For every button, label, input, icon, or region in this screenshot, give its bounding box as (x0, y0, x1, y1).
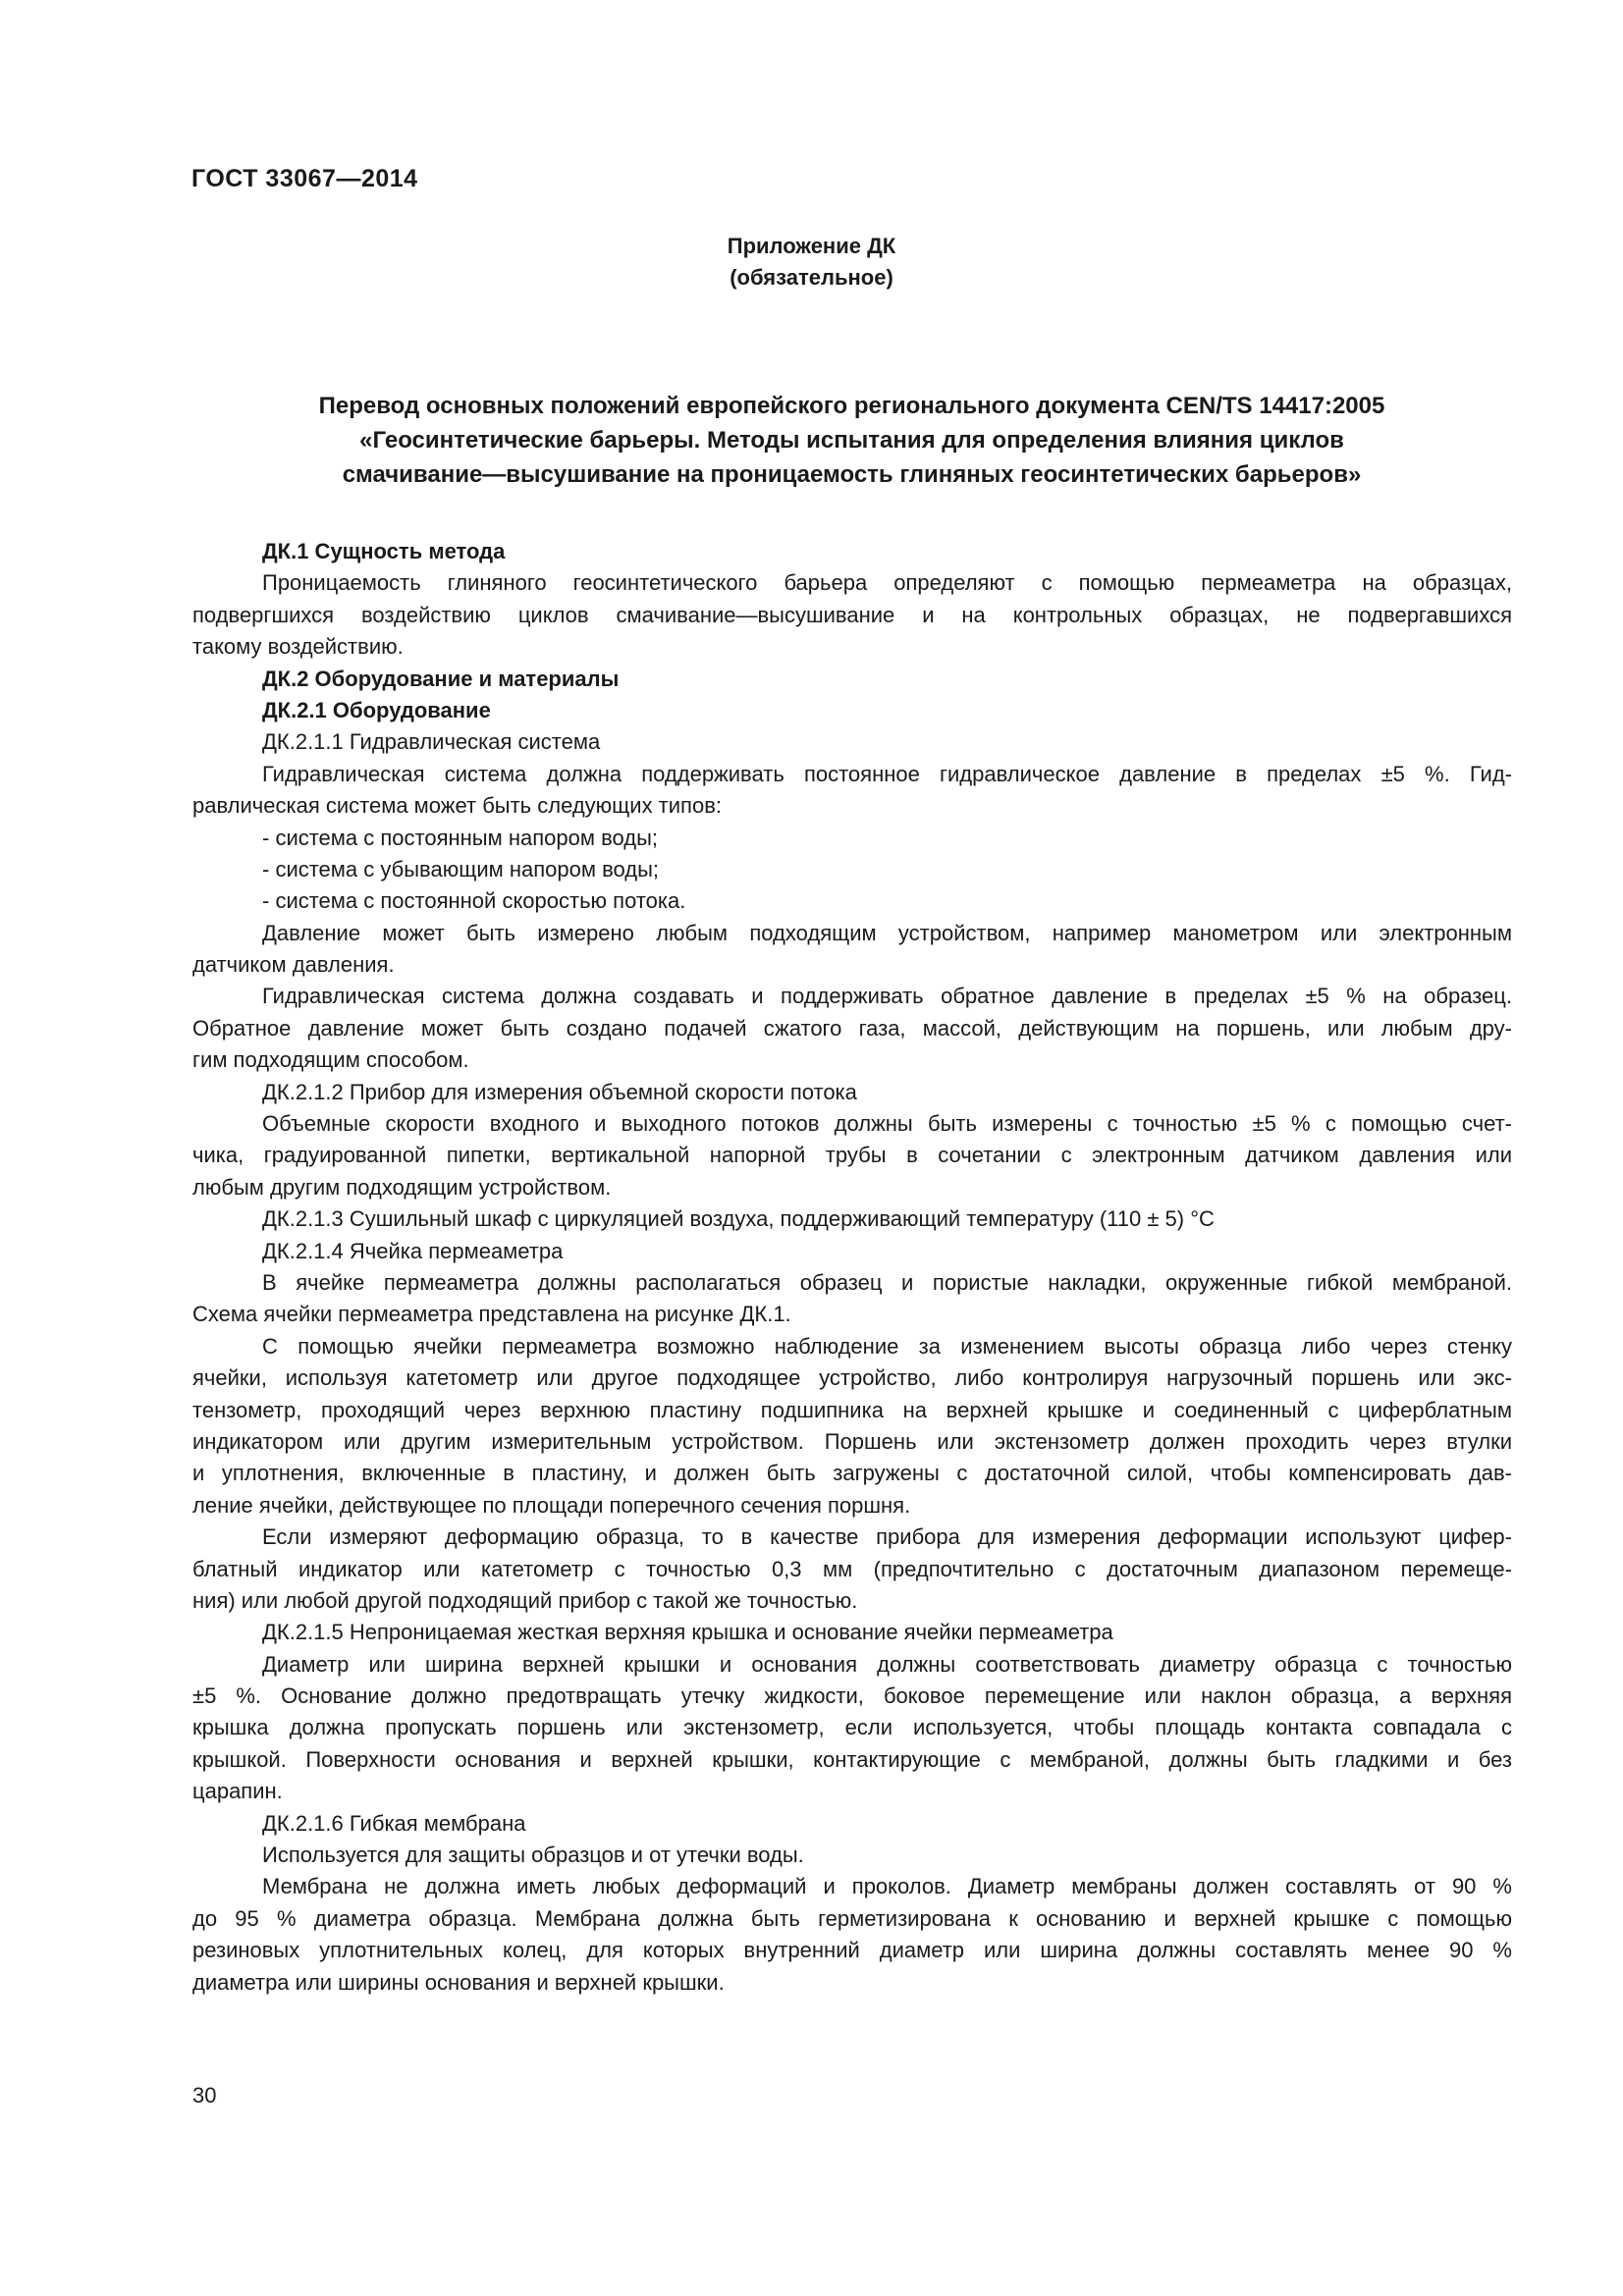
section-heading (192, 1236, 1512, 1267)
text-line: Используется для защиты образцов и от утечки воды. (262, 1842, 804, 1868)
paragraph (192, 567, 1512, 663)
text-line: В ячейке пермеаметра должны располагаться образец и пористые накладки, окруженные гибкой мембраной. (262, 1269, 1512, 1295)
text-line: Мембрана не должна иметь любых деформаций и проколов. Диаметр мембраны должен составлять от 90 % (262, 1874, 1512, 1899)
text-line: - система с убывающим напором воды; (262, 856, 660, 881)
text-line: Диаметр или ширина верхней крышки и основания должны соответствовать диаметру образца с точностью (262, 1651, 1512, 1677)
text-line: С помощью ячейки пермеаметра возможно наблюдение за изменением высоты образца либо через стенку (262, 1333, 1512, 1359)
text-line: подвергшихся воздействию циклов смачивание—высушивание и на контрольных образцах, не подвергавшихся (192, 602, 1512, 627)
page-number: 30 (192, 2083, 217, 2108)
document-id: ГОСТ 33067—2014 (191, 165, 418, 192)
text-line: ление ячейки, действующее по площади поперечного сечения поршня. (192, 1492, 911, 1518)
text-line: Если измеряют деформацию образца, то в качестве прибора для измерения деформации используют цифер- (262, 1524, 1512, 1550)
text-line: датчиком давления. (192, 952, 395, 978)
list-item (192, 854, 1512, 885)
section-heading (192, 1203, 1512, 1235)
text-line: резиновых уплотнительных колец, для которых внутренний диаметр или ширина должны составлять менее 90 % (192, 1938, 1512, 1963)
paragraph (192, 1267, 1512, 1331)
section-heading (192, 1808, 1512, 1840)
paragraph (192, 759, 1512, 823)
title-line: «Геосинтетические барьеры. Методы испытания для определения влияния циклов (359, 427, 1344, 454)
text-line: ДК.2.1.6 Гибкая мембрана (262, 1810, 526, 1836)
text-line: - система с постоянной скоростью потока. (262, 888, 686, 914)
section-heading (192, 1077, 1512, 1108)
text-line: ДК.2.1 Оборудование (262, 697, 491, 722)
text-line: ДК.2.1.2 Прибор для измерения объемной скорости потока (262, 1079, 857, 1104)
text-line: индикатором или другим измерительным устройством. Поршень или экстензометр должен проходить через втулки (192, 1428, 1512, 1454)
text-line: Гидравлическая система должна поддерживать постоянное гидравлическое давление в пределах ±5 %. Гид- (262, 761, 1512, 786)
text-line: любым другим подходящим устройством. (192, 1174, 612, 1200)
list-item (192, 885, 1512, 917)
document-body (192, 536, 1512, 1999)
paragraph (192, 918, 1512, 982)
paragraph (192, 981, 1512, 1076)
paragraph (192, 1649, 1512, 1808)
text-line: - система с постоянным напором воды; (262, 825, 659, 850)
text-line: царапин. (192, 1779, 283, 1804)
title-line: Перевод основных положений европейского регионального документа CEN/TS 14417:2005 (318, 393, 1385, 419)
text-line: ячейки, используя катетометр или другое подходящее устройство, либо контролируя нагрузочный поршень или экс- (192, 1365, 1512, 1391)
text-line: ния) или любой другой подходящий прибор с такой же точностью. (192, 1587, 858, 1613)
paragraph (192, 1840, 1512, 1871)
text-line: до 95 % диаметра образца. Мембрана должна быть герметизирована к основанию и верхней крышке с помощью (192, 1905, 1512, 1931)
text-line: ±5 %. Основание должно предотвращать утечку жидкости, боковое перемещение или наклон образца, а верхняя (192, 1683, 1512, 1709)
text-line: Проницаемость глиняного геосинтетического барьера определяют с помощью пермеаметра на образцах, (262, 570, 1512, 596)
text-line: Схема ячейки пермеаметра представлена на рисунке ДК.1. (192, 1302, 791, 1327)
text-line: крышкой. Поверхности основания и верхней крышки, контактирующие с мембраной, должны быть гладкими и без (192, 1746, 1512, 1772)
text-line: диаметра или ширины основания и верхней крышки. (192, 1969, 725, 1995)
section-heading (192, 726, 1512, 758)
text-line: ДК.2.1.5 Непроницаемая жесткая верхняя крышка и основание ячейки пермеаметра (262, 1620, 1113, 1645)
paragraph (192, 1331, 1512, 1522)
text-line: Объемные скорости входного и выходного потоков должны быть измерены с точностью ±5 % с помощью счет- (262, 1111, 1512, 1137)
text-line: Гидравлическая система должна создавать и поддерживать обратное давление в пределах ±5 % на образец. (262, 984, 1512, 1009)
paragraph (192, 1108, 1512, 1203)
text-line: блатный индикатор или катетометр с точностью 0,3 мм (предпочтительно с достаточным диапазоном перемеще- (192, 1556, 1512, 1581)
text-line: Обратное давление может быть создано подачей сжатого газа, массой, действующим на поршень, или любым дру- (192, 1015, 1512, 1041)
text-line: ДК.2.1.1 Гидравлическая система (262, 729, 601, 755)
text-line: ДК.2.1.4 Ячейка пермеаметра (262, 1238, 564, 1263)
text-line: и уплотнения, включенные в пластину, и должен быть загружены с достаточной силой, чтобы компенсировать дав- (192, 1461, 1512, 1486)
text-line: ДК.1 Сущность метода (262, 539, 506, 563)
text-line: тензометр, проходящий через верхнюю пластину подшипника на верхней крышке и соединенный с циферблатным (192, 1397, 1512, 1422)
annex-label: Приложение ДК (727, 234, 896, 258)
text-line: Давление может быть измерено любым подходящим устройством, например манометром или электронным (262, 920, 1512, 945)
paragraph (192, 1871, 1512, 1999)
title-line: смачивание—высушивание на проницаемость глиняных геосинтетических барьеров» (342, 461, 1362, 488)
section-heading (192, 1617, 1512, 1648)
annex-title (191, 389, 1512, 492)
text-line: гим подходящим способом. (192, 1047, 469, 1073)
text-line: ДК.2.1.3 Сушильный шкаф с циркуляцией воздуха, поддерживающий температуру (110 ± 5) °С (262, 1206, 1215, 1232)
text-line: равлическая система может быть следующих типов: (192, 793, 722, 819)
paragraph (192, 1522, 1512, 1617)
text-line: такому воздействию. (192, 634, 404, 660)
section-heading (192, 664, 1512, 695)
section-heading (192, 695, 1512, 726)
text-line: ДК.2 Оборудование и материалы (262, 666, 620, 691)
list-item (192, 823, 1512, 854)
annex-status: (обязательное) (730, 265, 893, 290)
section-heading (192, 536, 1512, 567)
text-line: крышка должна пропускать поршень или экстензометр, если используется, чтобы площадь контакта совпадала с (192, 1715, 1512, 1740)
text-line: чика, градуированной пипетки, вертикальной напорной трубы в сочетании с электронным датчиком давления или (192, 1143, 1512, 1168)
